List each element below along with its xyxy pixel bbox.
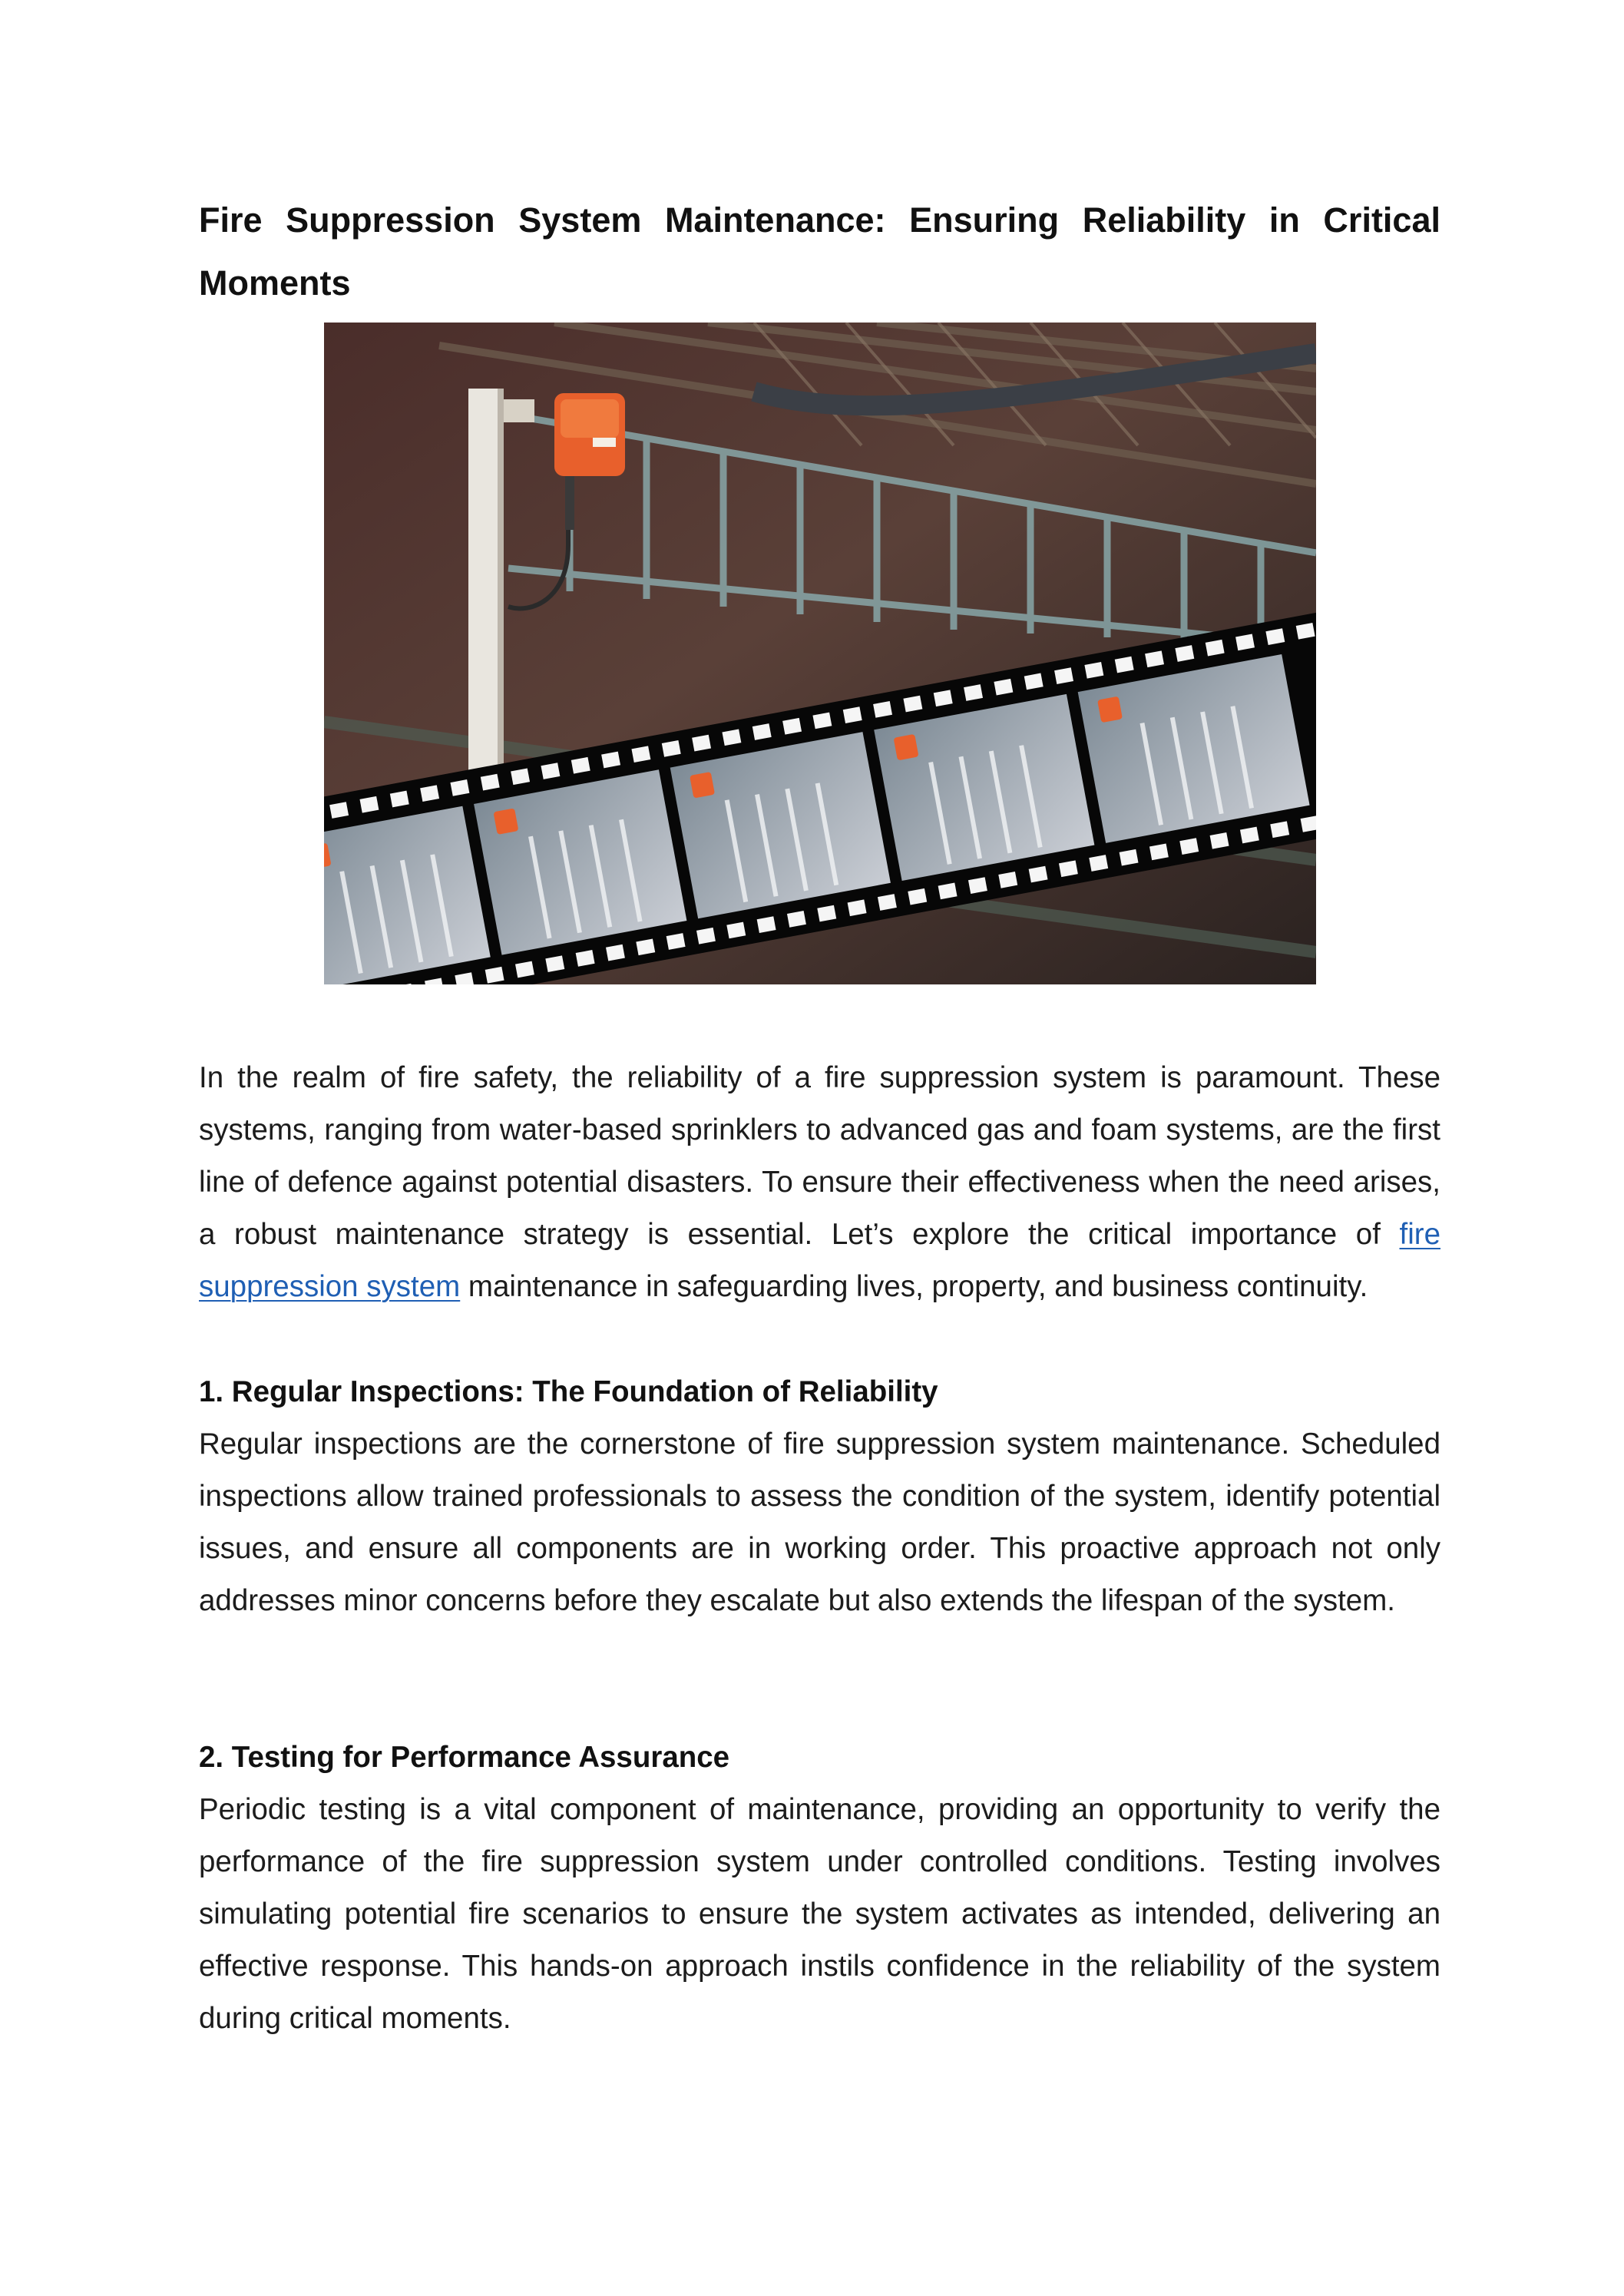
intro-text-end: maintenance in safeguarding lives, property, and business continuity. — [460, 1270, 1368, 1303]
section-body-testing: Periodic testing is a vital component of maintenance, providing an opportunity to verify the performance of the fire suppression system under controlled conditions. Testing involves simulating potential fire scenarios to ensure the system activates as intended, delivering an effective response. This hands-on approach instils confidence in the reliability of the system during critical moments. — [199, 1793, 1440, 2035]
hero-image — [324, 323, 1316, 984]
fire-suppression-system-link[interactable]: fire suppression system — [199, 1218, 1440, 1303]
section-heading-testing: 2. Testing for Performance Assurance — [199, 1741, 730, 1774]
intro-paragraph — [199, 1052, 1440, 1313]
page-title: Fire Suppression System Maintenance: Ensuring Reliability in Critical Moments — [199, 200, 1440, 303]
intro-text-start: In the realm of fire safety, the reliability of a fire suppression system is paramount. These systems, ranging from water-based sprinklers to advanced gas and foam systems, are the first line of defence against potential disasters. To ensure their effectiveness when the need arises, a robust maintenance strategy is essential. Let’s explore the critical importance of — [199, 1061, 1440, 1251]
section-heading-inspections: 1. Regular Inspections: The Foundation of Reliability — [199, 1375, 938, 1408]
section-body-inspections: Regular inspections are the cornerstone of fire suppression system maintenance. Scheduled inspections allow trained professionals to assess the condition of the system, identify potential issues, and ensure all components are in working order. This proactive approach not only addresses minor concerns before they escalate but also extends the lifespan of the system. — [199, 1428, 1440, 1617]
